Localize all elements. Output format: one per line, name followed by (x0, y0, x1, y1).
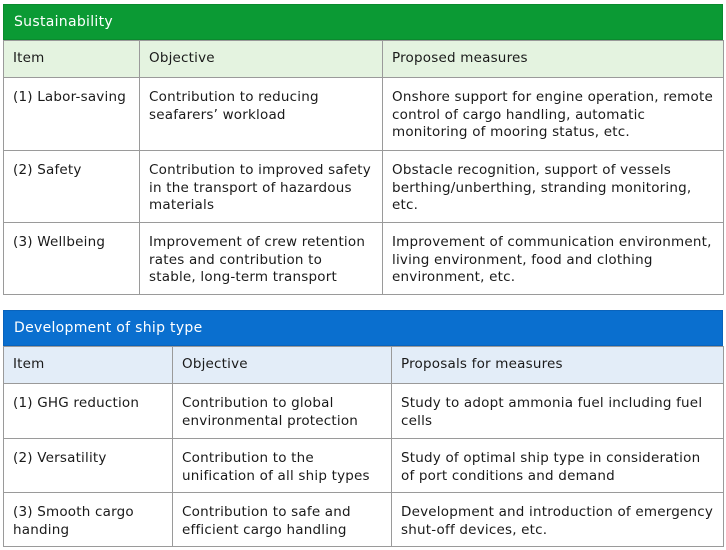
cell-objective: Contribution to global environmental protection (173, 384, 392, 439)
cell-item: (3) Wellbeing (4, 223, 140, 295)
header-item: Item (4, 347, 173, 384)
cell-measures: Development and introduction of emergency shut-off devices, etc. (392, 493, 724, 547)
table-row (4, 78, 724, 151)
cell-item: (1) Labor-saving (4, 78, 140, 151)
cell-objective: Contribution to safe and efficient cargo handling (173, 493, 392, 547)
table-row (4, 439, 724, 493)
table-row (4, 151, 724, 223)
ship-type-table (3, 346, 724, 547)
cell-measures: Study of optimal ship type in consideration of port conditions and demand (392, 439, 724, 493)
table-row (4, 493, 724, 547)
cell-item: (3) Smooth cargo handing (4, 493, 173, 547)
sustainability-title: Sustainability (3, 4, 723, 40)
table-header-row (4, 41, 724, 78)
cell-item: (2) Safety (4, 151, 140, 223)
ship-type-title: Development of ship type (3, 310, 723, 346)
cell-objective: Contribution to the unification of all ship types (173, 439, 392, 493)
header-objective: Objective (173, 347, 392, 384)
cell-objective: Contribution to reducing seafarers’ workload (140, 78, 383, 151)
table-header-row (4, 347, 724, 384)
cell-measures: Obstacle recognition, support of vessels berthing/unberthing, stranding monitoring, etc. (383, 151, 724, 223)
cell-objective: Contribution to improved safety in the transport of hazardous materials (140, 151, 383, 223)
sustainability-table (3, 40, 724, 295)
header-item: Item (4, 41, 140, 78)
header-measures: Proposed measures (383, 41, 724, 78)
cell-objective: Improvement of crew retention rates and contribution to stable, long-term transport (140, 223, 383, 295)
cell-measures: Study to adopt ammonia fuel including fuel cells (392, 384, 724, 439)
cell-item: (2) Versatility (4, 439, 173, 493)
table-row (4, 223, 724, 295)
header-measures: Proposals for measures (392, 347, 724, 384)
table-row (4, 384, 724, 439)
cell-measures: Onshore support for engine operation, remote control of cargo handling, automatic monitoring of mooring status, etc. (383, 78, 724, 151)
header-objective: Objective (140, 41, 383, 78)
ship-type-section (3, 310, 723, 547)
cell-item: (1) GHG reduction (4, 384, 173, 439)
sustainability-section (3, 4, 723, 295)
cell-measures: Improvement of communication environment, living environment, food and clothing environment, etc. (383, 223, 724, 295)
